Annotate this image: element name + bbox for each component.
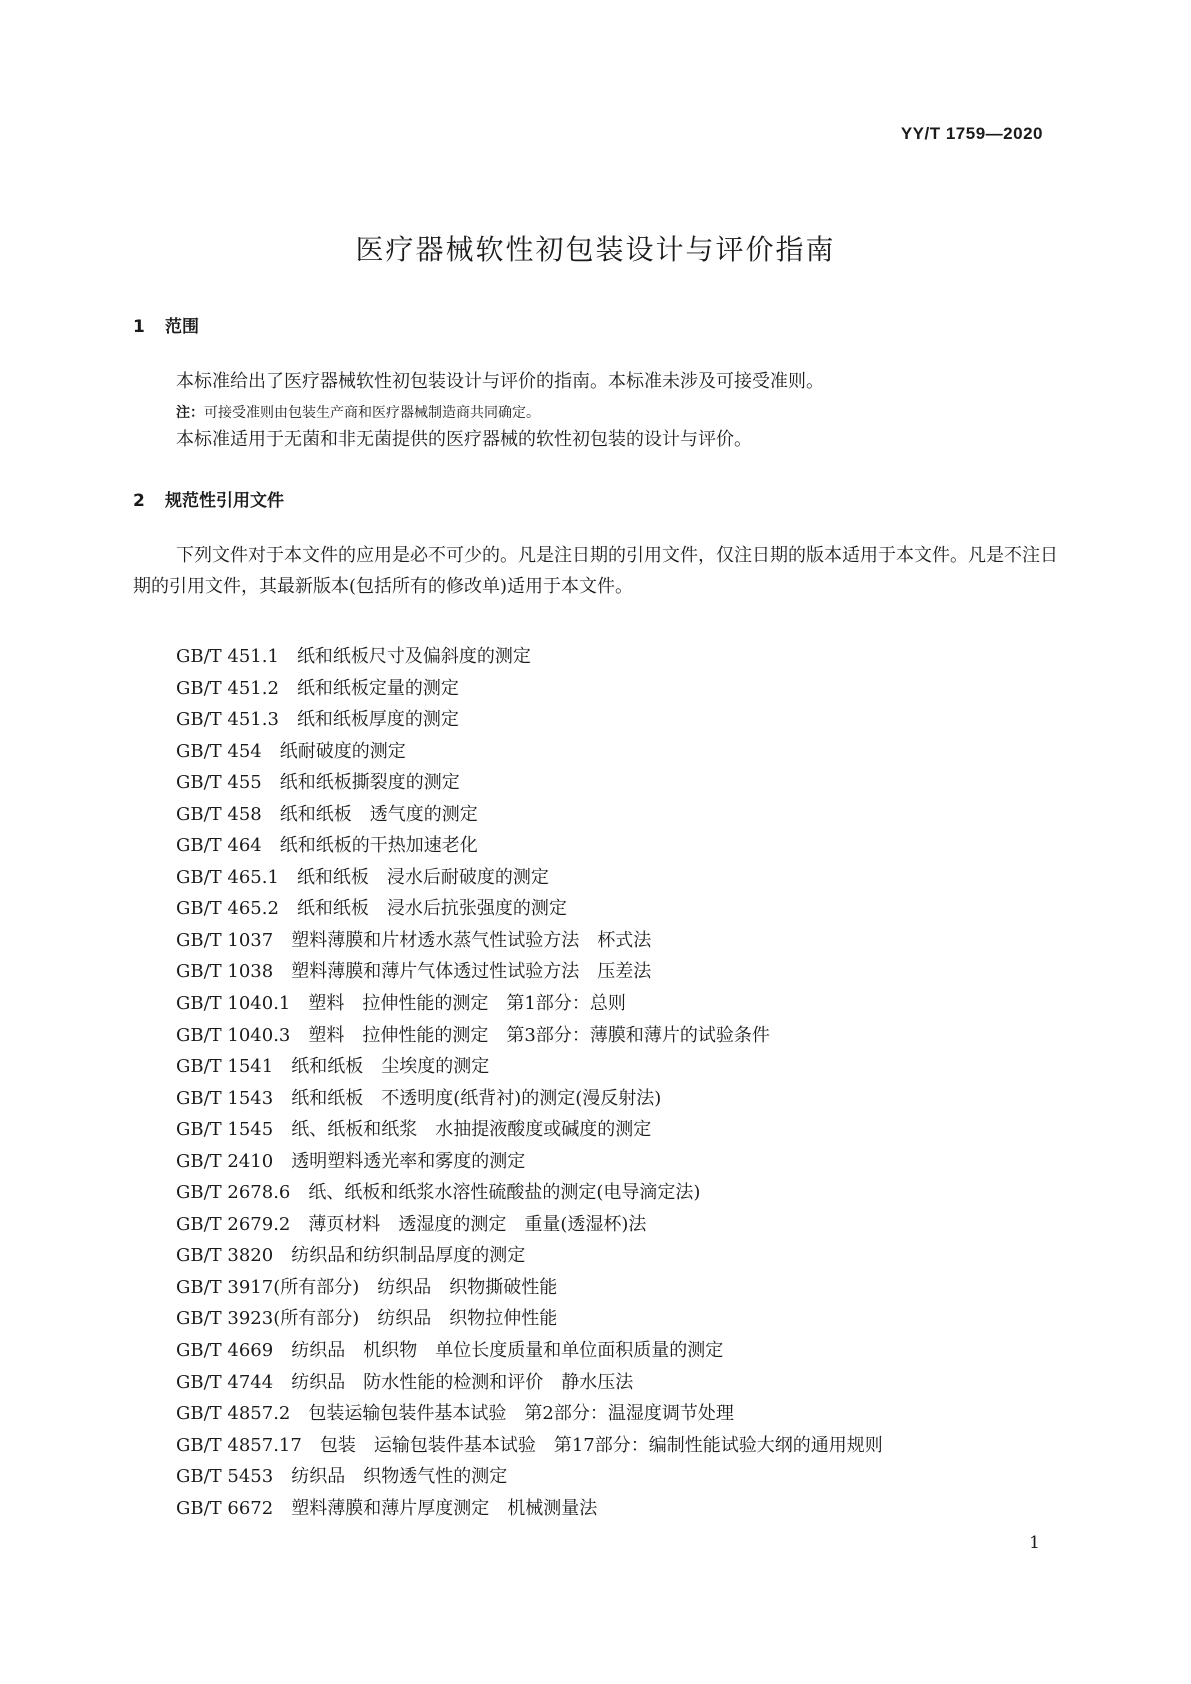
reference-title: 薄页材料 透湿度的测定 重量(透湿杯)法 — [308, 1213, 647, 1235]
reference-code: GB/T 1040.3 — [176, 1024, 291, 1046]
reference-title: 包装 运输包装件基本试验 第17部分：编制性能试验大纲的通用规则 — [319, 1434, 883, 1456]
reference-item — [176, 1051, 883, 1083]
scope-paragraph-1: 本标准给出了医疗器械软性初包装设计与评价的指南。本标准未涉及可接受准则。 — [176, 371, 824, 392]
reference-item — [176, 1398, 883, 1430]
reference-title: 纸和纸板 尘埃度的测定 — [291, 1056, 490, 1078]
reference-item — [176, 1146, 883, 1178]
document-title: 医疗器械软性初包装设计与评价指南 — [355, 233, 836, 266]
reference-item — [176, 1272, 883, 1304]
reference-title: 纸和纸板的干热加速老化 — [279, 835, 478, 857]
reference-item — [176, 988, 883, 1020]
note-text: 可接受准则由包装生产商和医疗器械制造商共同确定。 — [204, 405, 540, 421]
reference-code: GB/T 451.2 — [176, 677, 279, 699]
reference-code: GB/T 1040.1 — [176, 993, 291, 1015]
reference-item — [176, 1020, 883, 1052]
reference-code: GB/T 3820 — [176, 1245, 274, 1267]
reference-code: GB/T 454 — [176, 740, 262, 762]
reference-item — [176, 1493, 883, 1525]
reference-title: 纸、纸板和纸浆 水抽提液酸度或碱度的测定 — [291, 1119, 652, 1141]
reference-title: 纺织品 织物撕破性能 — [377, 1276, 558, 1298]
reference-item — [176, 925, 883, 957]
reference-item — [176, 1114, 883, 1146]
references-intro: 下列文件对于本文件的应用是必不可少的。凡是注日期的引用文件，仅注日期的版本适用于本文件。凡是不注日期的引用文件，其最新版本(包括所有的修改单)适用于本文件。 — [133, 545, 1058, 597]
reference-title: 塑料薄膜和薄片气体透过性试验方法 压差法 — [291, 961, 652, 983]
section-2-title: 规范性引用文件 — [165, 491, 284, 511]
reference-title: 纺织品 防水性能的检测和评价 静水压法 — [291, 1371, 634, 1393]
scope-paragraph-2: 本标准适用于无菌和非无菌提供的医疗器械的软性初包装的设计与评价。 — [176, 429, 752, 450]
reference-code: GB/T 6672 — [176, 1497, 274, 1519]
reference-item — [176, 673, 883, 705]
reference-code: GB/T 1038 — [176, 961, 274, 983]
reference-code: GB/T 4744 — [176, 1371, 274, 1393]
reference-code: GB/T 1545 — [176, 1119, 274, 1141]
reference-title: 纸和纸板尺寸及偏斜度的测定 — [296, 646, 531, 667]
section-2-heading — [133, 486, 284, 511]
reference-item — [176, 1083, 883, 1115]
reference-item — [176, 1335, 883, 1367]
reference-code: GB/T 5453 — [176, 1466, 274, 1488]
reference-item — [176, 956, 883, 988]
reference-title: 纸和纸板定量的测定 — [296, 677, 459, 699]
reference-item — [176, 767, 883, 799]
reference-title: 纺织品 织物透气性的测定 — [291, 1466, 508, 1488]
reference-item — [176, 1177, 883, 1209]
reference-code: GB/T 3923(所有部分) — [176, 1308, 360, 1330]
reference-title: 纸和纸板 透气度的测定 — [279, 803, 478, 825]
reference-item — [176, 736, 883, 768]
reference-code: GB/T 4669 — [176, 1340, 274, 1362]
reference-code: GB/T 2679.2 — [176, 1213, 291, 1235]
reference-code: GB/T 455 — [176, 772, 262, 794]
section-1-heading — [133, 312, 199, 337]
reference-title: 纺织品 机织物 单位长度质量和单位面积质量的测定 — [291, 1340, 724, 1362]
reference-item — [176, 1461, 883, 1493]
reference-list — [176, 641, 883, 1524]
reference-title: 纺织品 织物拉伸性能 — [377, 1308, 558, 1330]
reference-title: 纸和纸板 不透明度(纸背衬)的测定(漫反射法) — [291, 1087, 662, 1109]
reference-code: GB/T 451.1 — [176, 646, 279, 667]
reference-title: 纸和纸板厚度的测定 — [296, 709, 459, 731]
reference-code: GB/T 2410 — [176, 1150, 274, 1172]
reference-title: 纸和纸板 浸水后耐破度的测定 — [296, 866, 549, 888]
reference-item — [176, 1430, 883, 1462]
reference-item — [176, 1240, 883, 1272]
reference-code: GB/T 1037 — [176, 929, 274, 951]
reference-code: GB/T 4857.2 — [176, 1403, 291, 1425]
reference-title: 塑料 拉伸性能的测定 第3部分：薄膜和薄片的试验条件 — [308, 1024, 770, 1046]
reference-title: 纸和纸板撕裂度的测定 — [279, 772, 460, 794]
reference-item — [176, 799, 883, 831]
reference-item — [176, 1303, 883, 1335]
reference-item — [176, 1209, 883, 1241]
reference-title: 纸和纸板 浸水后抗张强度的测定 — [296, 898, 567, 920]
reference-item — [176, 704, 883, 736]
reference-title: 透明塑料透光率和雾度的测定 — [291, 1150, 526, 1172]
reference-item — [176, 830, 883, 862]
reference-item — [176, 1367, 883, 1399]
reference-code: GB/T 4857.17 — [176, 1434, 302, 1456]
section-2-number: 2 — [133, 491, 145, 511]
reference-code: GB/T 458 — [176, 803, 262, 825]
reference-item — [176, 641, 883, 673]
reference-title: 纺织品和纺织制品厚度的测定 — [291, 1245, 526, 1267]
section-1-title: 范围 — [165, 317, 199, 337]
reference-code: GB/T 451.3 — [176, 709, 279, 731]
reference-code: GB/T 464 — [176, 835, 262, 857]
reference-title: 包装运输包装件基本试验 第2部分：温湿度调节处理 — [308, 1403, 734, 1425]
reference-code: GB/T 1541 — [176, 1056, 274, 1078]
reference-code: GB/T 2678.6 — [176, 1182, 291, 1204]
reference-code: GB/T 465.1 — [176, 866, 279, 888]
reference-title: 塑料 拉伸性能的测定 第1部分：总则 — [308, 993, 626, 1015]
standard-code: YY/T 1759—2020 — [900, 124, 1043, 143]
scope-note — [176, 402, 540, 422]
reference-title: 塑料薄膜和片材透水蒸气性试验方法 杯式法 — [291, 929, 652, 951]
reference-item — [176, 893, 883, 925]
reference-code: GB/T 1543 — [176, 1087, 274, 1109]
reference-code: GB/T 3917(所有部分) — [176, 1276, 360, 1298]
reference-item — [176, 862, 883, 894]
section-1-number: 1 — [133, 317, 145, 337]
note-label: 注： — [176, 405, 204, 421]
reference-title: 纸耐破度的测定 — [279, 740, 406, 762]
reference-title: 塑料薄膜和薄片厚度测定 机械测量法 — [291, 1497, 598, 1519]
page-number: 1 — [1029, 1533, 1040, 1553]
reference-title: 纸、纸板和纸浆水溶性硫酸盐的测定(电导滴定法) — [308, 1182, 701, 1204]
reference-code: GB/T 465.2 — [176, 898, 279, 920]
